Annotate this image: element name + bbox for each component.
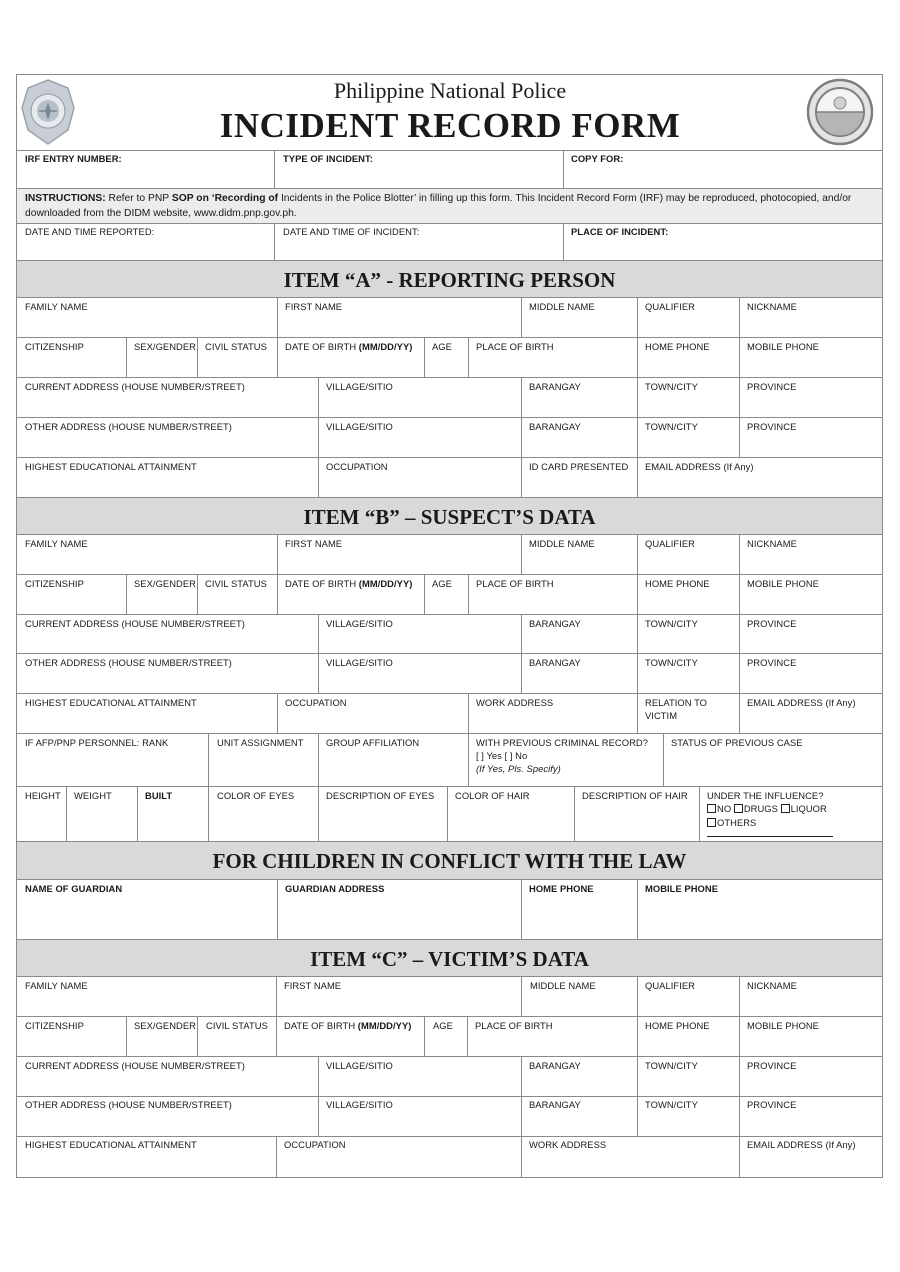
- b-influence-options: NO DRUGS LIQUOR: [707, 802, 827, 815]
- b-work-address-label: WORK ADDRESS: [476, 697, 554, 708]
- section-cicl-heading: FOR CHILDREN IN CONFLICT WITH THE LAW: [17, 842, 882, 879]
- c-current-barangay-label: BARANGAY: [529, 1060, 581, 1071]
- b-middle-name-label: MIDDLE NAME: [529, 538, 595, 549]
- a-current-village-label: VILLAGE/SITIO: [326, 381, 393, 392]
- b-desc-eyes-label: DESCRIPTION OF EYES: [326, 790, 435, 801]
- a-current-barangay-label: BARANGAY: [529, 381, 581, 392]
- b-prev-record-options: [ ] Yes [ ] No: [476, 750, 528, 761]
- c-first-name-label: FIRST NAME: [284, 980, 342, 991]
- instructions-text: INSTRUCTIONS: Refer to PNP SOP on ‘Recording of Incidents in the Police Blotter’ in filling up this form. This Incident Record Form (IRF) may be reproduced, photocopied, and/or downloaded from the DIDM website, www.didm.pnp.gov.ph.: [25, 193, 852, 219]
- no-checkbox[interactable]: [707, 804, 716, 813]
- c-sex-gender-label: SEX/GENDER: [134, 1020, 196, 1031]
- type-of-incident-label: TYPE OF INCIDENT:: [283, 153, 373, 164]
- a-first-name-label: FIRST NAME: [285, 301, 343, 312]
- c-other-village-label: VILLAGE/SITIO: [326, 1099, 393, 1110]
- others-specify-line[interactable]: [707, 836, 833, 837]
- c-current-province-label: PROVINCE: [747, 1060, 797, 1071]
- a-occupation-label: OCCUPATION: [326, 461, 388, 472]
- guardian-address-label: GUARDIAN ADDRESS: [285, 883, 385, 894]
- c-middle-name-label: MIDDLE NAME: [530, 980, 596, 991]
- section-b-heading: ITEM “B” – SUSPECT’S DATA: [17, 498, 882, 534]
- liquor-checkbox[interactable]: [781, 804, 790, 813]
- a-education-label: HIGHEST EDUCATIONAL ATTAINMENT: [25, 461, 197, 472]
- b-qualifier-label: QUALIFIER: [645, 538, 695, 549]
- a-other-barangay-label: BARANGAY: [529, 421, 581, 432]
- a-home-phone-label: HOME PHONE: [645, 341, 710, 352]
- b-other-province-label: PROVINCE: [747, 657, 797, 668]
- guardian-name-label: NAME OF GUARDIAN: [25, 883, 123, 894]
- c-nickname-label: NICKNAME: [747, 980, 797, 991]
- c-other-town-label: TOWN/CITY: [645, 1099, 698, 1110]
- c-citizenship-label: CITIZENSHIP: [25, 1020, 84, 1031]
- date-time-reported-label: DATE AND TIME REPORTED:: [25, 226, 155, 237]
- b-weight-label: WEIGHT: [74, 790, 112, 801]
- c-place-of-birth-label: PLACE OF BIRTH: [475, 1020, 553, 1031]
- b-home-phone-label: HOME PHONE: [645, 578, 710, 589]
- a-other-village-label: VILLAGE/SITIO: [326, 421, 393, 432]
- b-prev-record-label: WITH PREVIOUS CRIMINAL RECORD?: [476, 737, 649, 748]
- a-other-province-label: PROVINCE: [747, 421, 797, 432]
- a-place-of-birth-label: PLACE OF BIRTH: [476, 341, 554, 352]
- a-other-town-label: TOWN/CITY: [645, 421, 698, 432]
- b-nickname-label: NICKNAME: [747, 538, 797, 549]
- b-other-address-label: OTHER ADDRESS (HOUSE NUMBER/STREET): [25, 657, 232, 668]
- c-current-village-label: VILLAGE/SITIO: [326, 1060, 393, 1071]
- date-time-incident-label: DATE AND TIME OF INCIDENT:: [283, 226, 420, 237]
- c-civil-status-label: CIVIL STATUS: [206, 1020, 268, 1031]
- b-relation-label-2: VICTIM: [645, 710, 678, 721]
- b-other-village-label: VILLAGE/SITIO: [326, 657, 393, 668]
- b-current-province-label: PROVINCE: [747, 618, 797, 629]
- c-current-address-label: CURRENT ADDRESS (HOUSE NUMBER/STREET): [25, 1060, 245, 1071]
- b-afp-rank-label: IF AFP/PNP PERSONNEL: RANK: [25, 737, 169, 748]
- b-prev-record-specify: (If Yes, Pls. Specify): [476, 763, 561, 774]
- others-checkbox[interactable]: [707, 818, 716, 827]
- c-other-barangay-label: BARANGAY: [529, 1099, 581, 1110]
- c-email-label: EMAIL ADDRESS (If Any): [747, 1139, 856, 1150]
- b-relation-label-1: RELATION TO: [645, 697, 708, 708]
- c-qualifier-label: QUALIFIER: [645, 980, 695, 991]
- b-influence-others: OTHERS: [707, 816, 756, 829]
- a-citizenship-label: CITIZENSHIP: [25, 341, 84, 352]
- b-color-eyes-label: COLOR OF EYES: [217, 790, 295, 801]
- b-current-barangay-label: BARANGAY: [529, 618, 581, 629]
- b-occupation-label: OCCUPATION: [285, 697, 347, 708]
- c-other-address-label: OTHER ADDRESS (HOUSE NUMBER/STREET): [25, 1099, 232, 1110]
- c-age-label: AGE: [433, 1020, 453, 1031]
- copy-for-label: COPY FOR:: [571, 153, 624, 164]
- a-current-address-label: CURRENT ADDRESS (HOUSE NUMBER/STREET): [25, 381, 245, 392]
- b-current-address-label: CURRENT ADDRESS (HOUSE NUMBER/STREET): [25, 618, 245, 629]
- b-mobile-phone-label: MOBILE PHONE: [747, 578, 819, 589]
- b-status-prev-case-label: STATUS OF PREVIOUS CASE: [671, 737, 803, 748]
- b-education-label: HIGHEST EDUCATIONAL ATTAINMENT: [25, 697, 197, 708]
- b-current-town-label: TOWN/CITY: [645, 618, 698, 629]
- b-height-label: HEIGHT: [25, 790, 61, 801]
- b-citizenship-label: CITIZENSHIP: [25, 578, 84, 589]
- a-civil-status-label: CIVIL STATUS: [205, 341, 267, 352]
- b-color-hair-label: COLOR OF HAIR: [455, 790, 530, 801]
- c-date-of-birth-label: DATE OF BIRTH (MM/DD/YY): [284, 1020, 412, 1031]
- section-c-heading: ITEM “C” – VICTIM’S DATA: [17, 940, 882, 976]
- c-home-phone-label: HOME PHONE: [645, 1020, 710, 1031]
- organization-name: Philippine National Police: [333, 78, 567, 103]
- b-date-of-birth-label: DATE OF BIRTH (MM/DD/YY): [285, 578, 413, 589]
- c-mobile-phone-label: MOBILE PHONE: [747, 1020, 819, 1031]
- guardian-home-phone-label: HOME PHONE: [529, 883, 594, 894]
- b-built-label: BUILT: [145, 790, 173, 801]
- b-sex-gender-label: SEX/GENDER: [134, 578, 196, 589]
- a-family-name-label: FAMILY NAME: [25, 301, 88, 312]
- a-mobile-phone-label: MOBILE PHONE: [747, 341, 819, 352]
- b-place-of-birth-label: PLACE OF BIRTH: [476, 578, 554, 589]
- a-age-label: AGE: [432, 341, 452, 352]
- b-current-village-label: VILLAGE/SITIO: [326, 618, 393, 629]
- c-occupation-label: OCCUPATION: [284, 1139, 346, 1150]
- b-other-barangay-label: BARANGAY: [529, 657, 581, 668]
- c-education-label: HIGHEST EDUCATIONAL ATTAINMENT: [25, 1139, 197, 1150]
- b-group-affiliation-label: GROUP AFFILIATION: [326, 737, 420, 748]
- a-id-card-label: ID CARD PRESENTED: [529, 461, 629, 472]
- a-email-label: EMAIL ADDRESS (If Any): [645, 461, 754, 472]
- b-family-name-label: FAMILY NAME: [25, 538, 88, 549]
- b-email-label: EMAIL ADDRESS (If Any): [747, 697, 856, 708]
- a-other-address-label: OTHER ADDRESS (HOUSE NUMBER/STREET): [25, 421, 232, 432]
- a-qualifier-label: QUALIFIER: [645, 301, 695, 312]
- a-date-of-birth-label: DATE OF BIRTH (MM/DD/YY): [285, 341, 413, 352]
- a-current-town-label: TOWN/CITY: [645, 381, 698, 392]
- drugs-checkbox[interactable]: [734, 804, 743, 813]
- section-a-heading: ITEM “A” - REPORTING PERSON: [17, 261, 882, 297]
- b-civil-status-label: CIVIL STATUS: [205, 578, 267, 589]
- b-first-name-label: FIRST NAME: [285, 538, 343, 549]
- place-of-incident-label: PLACE OF INCIDENT:: [571, 226, 669, 237]
- b-unit-assignment-label: UNIT ASSIGNMENT: [217, 737, 304, 748]
- form-title: INCIDENT RECORD FORM: [219, 106, 681, 145]
- a-current-province-label: PROVINCE: [747, 381, 797, 392]
- b-desc-hair-label: DESCRIPTION OF HAIR: [582, 790, 688, 801]
- b-age-label: AGE: [432, 578, 452, 589]
- c-other-province-label: PROVINCE: [747, 1099, 797, 1110]
- c-current-town-label: TOWN/CITY: [645, 1060, 698, 1071]
- a-nickname-label: NICKNAME: [747, 301, 797, 312]
- irf-entry-number-label: IRF ENTRY NUMBER:: [25, 153, 122, 164]
- b-other-town-label: TOWN/CITY: [645, 657, 698, 668]
- c-work-address-label: WORK ADDRESS: [529, 1139, 607, 1150]
- c-family-name-label: FAMILY NAME: [25, 980, 88, 991]
- b-influence-label: UNDER THE INFLUENCE?: [707, 790, 824, 801]
- a-middle-name-label: MIDDLE NAME: [529, 301, 595, 312]
- guardian-mobile-phone-label: MOBILE PHONE: [645, 883, 718, 894]
- a-sex-gender-label: SEX/GENDER: [134, 341, 196, 352]
